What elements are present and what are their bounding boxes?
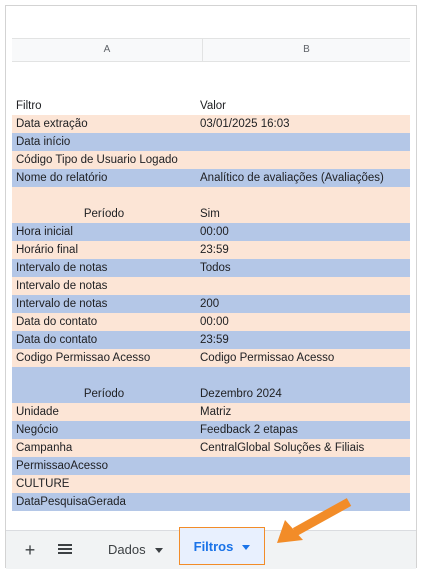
add-sheet-button[interactable] [20, 531, 40, 569]
table-row [12, 205, 410, 223]
cell-filter-name[interactable]: Horário final [16, 244, 78, 256]
cell-filter-name[interactable]: Data do contato [16, 334, 98, 346]
cell-filter-name[interactable]: Período [83, 208, 125, 220]
cell-filter-value[interactable]: Sim [200, 208, 220, 220]
cell-filter-value[interactable]: 03/01/2025 16:03 [200, 118, 290, 130]
cell-filter-value[interactable] [200, 79, 410, 97]
table-row [12, 367, 410, 385]
sheet-tab-dados[interactable] [108, 531, 163, 569]
cell-filter-value[interactable] [200, 457, 410, 475]
cell-filter-name[interactable]: Intervalo de notas [16, 262, 108, 274]
cell-filter-value[interactable]: 23:59 [200, 334, 229, 346]
table-row [12, 259, 410, 277]
cell-filter-value[interactable]: Matriz [200, 406, 232, 418]
chevron-down-icon[interactable] [242, 545, 250, 550]
cell-filter-value[interactable]: 23:59 [200, 244, 229, 256]
table-row [12, 475, 410, 493]
cell-filter-name[interactable]: Data início [16, 136, 71, 148]
table-row [12, 421, 410, 439]
cell-filter-name[interactable] [16, 187, 196, 205]
cell-filter-value[interactable] [200, 475, 410, 493]
sheet-grid [12, 79, 410, 511]
table-row [12, 349, 410, 367]
cell-filter-name[interactable] [16, 79, 196, 97]
cell-filter-name[interactable]: Período [83, 388, 125, 400]
cell-filter-value[interactable] [200, 187, 410, 205]
plus-icon: + [24, 540, 36, 560]
cell-filter-name[interactable]: Negócio [16, 424, 59, 436]
table-row [12, 133, 410, 151]
cell-filter-value[interactable]: 00:00 [200, 316, 229, 328]
toolbar-area [6, 6, 416, 38]
column-header-bar [12, 38, 410, 62]
cell-filter-name[interactable]: Codigo Permissao Acesso [16, 352, 151, 364]
cell-filter-name[interactable]: Código Tipo de Usuario Logado [16, 154, 178, 166]
table-row [12, 241, 410, 259]
cell-filter-value[interactable]: CentralGlobal Soluções & Filiais [200, 442, 365, 454]
table-row [12, 331, 410, 349]
table-row [12, 277, 410, 295]
cell-filter-value[interactable]: 200 [200, 298, 220, 310]
cell-filter-name[interactable]: CULTURE [16, 478, 70, 490]
cell-filter-value[interactable] [200, 151, 410, 169]
table-row [12, 457, 410, 475]
cell-filter-name[interactable]: Intervalo de notas [16, 298, 108, 310]
cell-filter-name[interactable]: Hora inicial [16, 226, 73, 238]
cell-filter-value[interactable]: 00:00 [200, 226, 229, 238]
sheet-tab-filtros[interactable] [179, 527, 265, 565]
cell-filter-name[interactable]: Data do contato [16, 316, 98, 328]
cell-filter-name[interactable]: DataPesquisaGerada [16, 496, 126, 508]
table-row [12, 223, 410, 241]
cell-filter-value[interactable] [200, 277, 410, 295]
table-row [12, 79, 410, 97]
sheet-tab-label: Dados [108, 542, 146, 557]
table-row [12, 97, 410, 115]
table-row [12, 313, 410, 331]
spreadsheet-window [5, 5, 417, 568]
cell-filter-value[interactable] [200, 133, 410, 151]
cell-filter-name[interactable]: Campanha [16, 442, 73, 454]
cell-filter-value[interactable]: Valor [200, 100, 226, 112]
cell-filter-value[interactable]: Analítico de avaliações (Avaliações) [200, 172, 384, 184]
cell-filter-name[interactable]: Data extração [16, 118, 88, 130]
orange-pointer-arrow-icon [273, 496, 355, 548]
cell-filter-value[interactable] [200, 367, 410, 385]
cell-filter-name[interactable]: Unidade [16, 406, 59, 418]
cell-filter-name[interactable]: Filtro [16, 100, 42, 112]
cell-filter-value[interactable]: Codigo Permissao Acesso [200, 352, 335, 364]
table-row [12, 385, 410, 403]
cell-filter-name[interactable]: Nome do relatório [16, 172, 108, 184]
table-row [12, 439, 410, 457]
cell-filter-name[interactable]: PermissaoAcesso [16, 460, 109, 472]
table-row [12, 187, 410, 205]
chevron-down-icon[interactable] [155, 548, 163, 553]
table-row [12, 115, 410, 133]
table-row [12, 151, 410, 169]
table-row [12, 169, 410, 187]
cell-filter-value[interactable]: Feedback 2 etapas [200, 424, 298, 436]
all-sheets-menu-button[interactable] [54, 531, 76, 569]
sheet-tab-label: Filtros [193, 539, 234, 554]
table-row [12, 403, 410, 421]
cell-filter-name[interactable] [16, 367, 196, 385]
cell-filter-value[interactable]: Dezembro 2024 [200, 388, 282, 400]
column-header-b[interactable]: B [303, 44, 310, 55]
cell-filter-value[interactable]: Todos [200, 262, 231, 274]
table-row [12, 295, 410, 313]
column-header-a[interactable]: A [103, 44, 111, 55]
cell-filter-name[interactable]: Intervalo de notas [16, 280, 108, 292]
